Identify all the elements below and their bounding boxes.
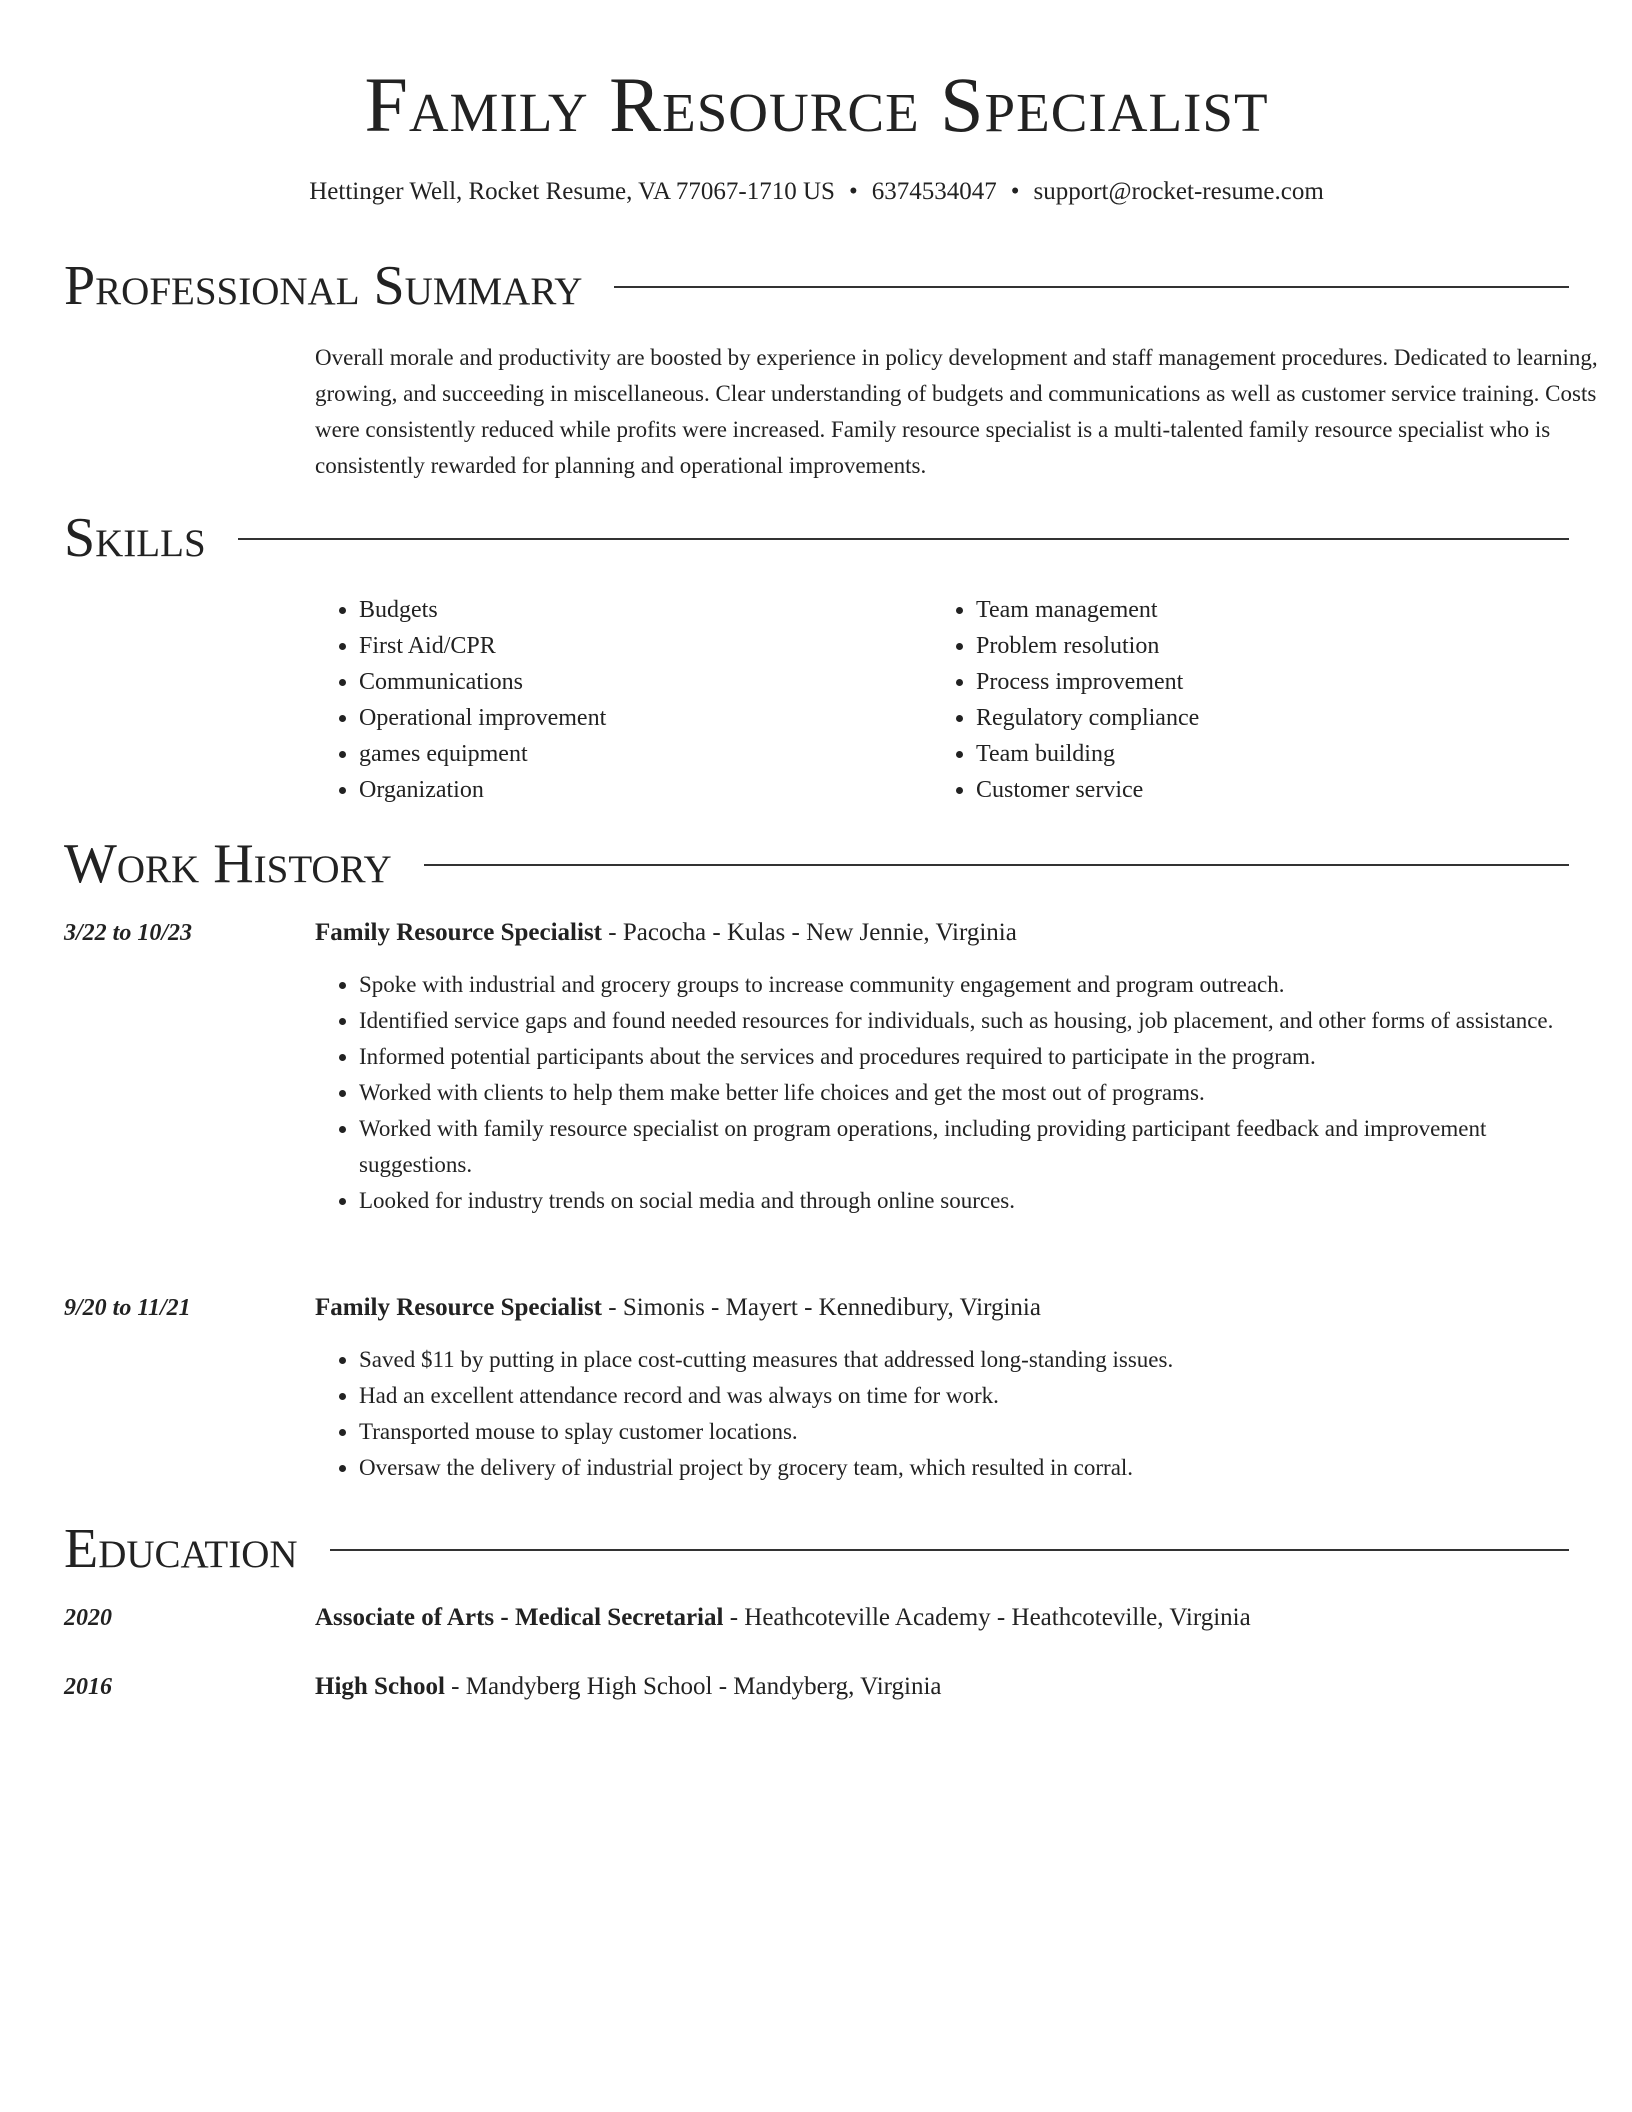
resume-page xyxy=(64,0,1598,1700)
skill-item: • Customer service xyxy=(976,772,1549,808)
education-title-line xyxy=(315,1600,1569,1636)
skill-item: • Operational improvement xyxy=(359,700,932,736)
job-bullet: • Had an excellent attendance record and was always on time for work. xyxy=(359,1378,1569,1414)
skill-item: • Communications xyxy=(359,664,932,700)
education-year: 2020 xyxy=(64,1605,112,1631)
section-title-education: Education xyxy=(64,1518,298,1580)
skill-item: • Organization xyxy=(359,772,932,808)
job-bullet: • Worked with family resource specialist on program operations, including providing participant feedback and improvement suggestions. xyxy=(359,1111,1569,1183)
education-degree: Associate of Arts - Medical Secretarial xyxy=(315,1604,724,1631)
section-header-education xyxy=(64,1517,1569,1581)
skill-item: • Process improvement xyxy=(976,664,1549,700)
section-header-skills xyxy=(64,506,1569,570)
skills-column-right xyxy=(932,592,1549,808)
skill-item: • Budgets xyxy=(359,592,932,628)
summary-text: Overall morale and productivity are boosted by experience in policy development and staff management procedures. Dedicated to learning, growing, and succeeding in miscellaneous. Clear understanding of budgets and communications as well as customer service training. Costs were consistently reduced while profits were increased. Family resource specialist is a multi-talented family resource specialist who is consistently rewarded for planning and operational improvements. xyxy=(315,345,1598,478)
job-title-line xyxy=(315,1290,1569,1326)
job-bullet: • Looked for industry trends on social media and through online sources. xyxy=(359,1183,1569,1219)
section-divider xyxy=(424,864,1569,866)
job-bullet: • Spoke with industrial and grocery groups to increase community engagement and program outreach. xyxy=(359,967,1569,1003)
skill-item: • First Aid/CPR xyxy=(359,628,932,664)
section-title-work: Work History xyxy=(64,833,392,895)
skill-item: • Problem resolution xyxy=(976,628,1549,664)
contact-address: Hettinger Well, Rocket Resume, VA 77067-1710 US xyxy=(309,178,835,205)
contact-separator: • xyxy=(848,178,858,205)
job-title: Family Resource Specialist xyxy=(315,919,602,946)
section-divider xyxy=(614,286,1569,288)
education-year: 2016 xyxy=(64,1674,112,1700)
contact-line xyxy=(64,174,1569,210)
job-bullet: • Identified service gaps and found needed resources for individuals, such as housing, job placement, and other forms of assistance. xyxy=(359,1003,1569,1039)
contact-phone[interactable]: 6374534047 xyxy=(871,178,997,205)
section-header-summary xyxy=(64,254,1569,318)
contact-email[interactable]: support@rocket-resume.com xyxy=(1033,178,1324,205)
job-details: - Pacocha - Kulas - New Jennie, Virginia xyxy=(602,919,1017,946)
education-details: - Mandyberg High School - Mandyberg, Virginia xyxy=(444,1673,942,1700)
section-divider xyxy=(238,538,1569,540)
job-bullets xyxy=(315,967,1569,1219)
job-details: - Simonis - Mayert - Kennedibury, Virginia xyxy=(602,1294,1041,1321)
resume-name: Family Resource Specialist xyxy=(364,61,1269,148)
job-bullet: • Worked with clients to help them make better life choices and get the most out of programs. xyxy=(359,1075,1569,1111)
job-bullet: • Informed potential participants about the services and procedures required to participate in the program. xyxy=(359,1039,1569,1075)
section-header-work xyxy=(64,832,1569,896)
job-bullets xyxy=(315,1342,1569,1486)
job-bullet: • Transported mouse to splay customer locations. xyxy=(359,1414,1569,1450)
job-bullet: • Saved $11 by putting in place cost-cutting measures that addressed long-standing issues. xyxy=(359,1342,1569,1378)
skill-item: • Team management xyxy=(976,592,1549,628)
skill-item: • Regulatory compliance xyxy=(976,700,1549,736)
education-details: - Heathcoteville Academy - Heathcoteville, Virginia xyxy=(723,1604,1251,1631)
job-title: Family Resource Specialist xyxy=(315,1294,602,1321)
section-divider xyxy=(330,1549,1569,1551)
job-dates: 9/20 to 11/21 xyxy=(64,1295,191,1321)
section-title-skills: Skills xyxy=(64,507,206,569)
section-title-summary: Professional Summary xyxy=(64,255,583,317)
job-bullet: • Oversaw the delivery of industrial project by grocery team, which resulted in corral. xyxy=(359,1450,1569,1486)
skills-list xyxy=(315,592,1569,808)
education-title-line xyxy=(315,1669,1569,1705)
skill-item: • games equipment xyxy=(359,736,932,772)
job-title-line xyxy=(315,915,1569,951)
skill-item: • Team building xyxy=(976,736,1549,772)
skills-column-left xyxy=(315,592,932,808)
education-degree: High School xyxy=(315,1673,445,1700)
contact-separator: • xyxy=(1010,178,1020,205)
job-dates: 3/22 to 10/23 xyxy=(64,920,193,946)
